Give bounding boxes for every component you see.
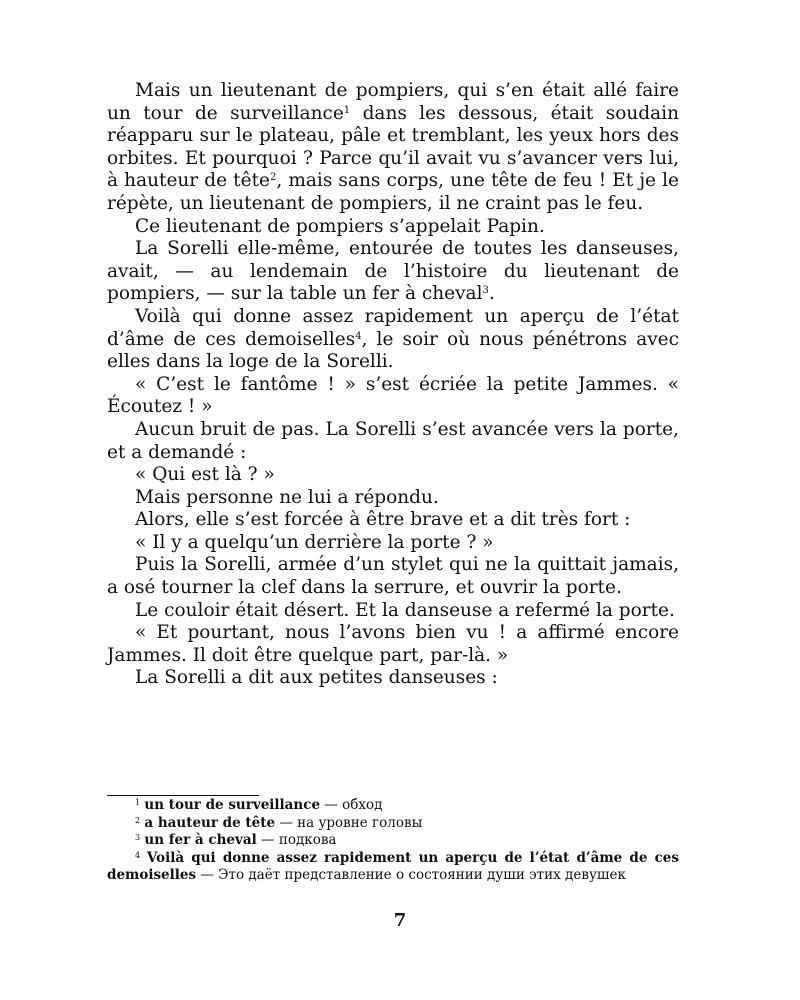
footnote xyxy=(107,815,679,833)
paragraph: « Il y a quelqu’un derrière la porte ? » xyxy=(135,531,494,553)
footnote-term: a hauteur de tête xyxy=(144,814,276,831)
footnote-term: un tour de surveillance xyxy=(144,797,321,813)
footnote xyxy=(107,850,679,885)
paragraph: « Et pourtant, nous l’avons bien vu ! a affirmé encore Jammes. Il doit être quelque part, par-là. » xyxy=(107,622,679,666)
paragraph: Voilà qui donne assez rapidement un aperçu de l’état d’âme de ces demoiselles$^4$, le soir où nous pénétrons avec elles dans la loge de la Sorelli. xyxy=(107,305,679,373)
footnote-ref: 3 xyxy=(482,285,489,297)
page-number: 7 xyxy=(393,910,407,931)
footnote-translation: — подкова xyxy=(256,832,337,849)
paragraph: « C’est le fantôme ! » s’est écriée la petite Jammes. « Écoutez ! » xyxy=(107,373,679,418)
footnote-ref: 2 xyxy=(269,172,277,184)
footnote-translation: — Это даёт представление о состоянии души этих девушек xyxy=(196,867,626,884)
footnote-number: 3 xyxy=(135,833,141,843)
footnote-ref: 4 xyxy=(355,330,362,342)
paragraph: Alors, elle s’est forcée à être brave et a dit très fort : xyxy=(135,509,631,531)
paragraph: Aucun bruit de pas. La Sorelli s’est avancée vers la porte, et a demandé : xyxy=(107,418,679,463)
footnote xyxy=(107,797,679,815)
main-text xyxy=(107,80,679,690)
footnote-number: 1 xyxy=(135,798,141,807)
footnote-translation: — обход xyxy=(320,797,383,813)
paragraph: « Qui est là ? » xyxy=(135,464,275,486)
paragraph: Puis la Sorelli, armée d’un stylet qui ne la quittait jamais, a osé tourner la clef dans la serrure, et ouvrir la porte. xyxy=(107,554,679,599)
paragraph: Ce lieutenant de pompiers s’appelait Papin. xyxy=(135,215,545,237)
paragraph: Mais un lieutenant de pompiers, qui s’en était allé faire un tour de surveillance$^1$ dans les dessous, était soudain réapparu sur le plateau, pâle et tremblant, les yeux hors des orbites. Et pourquoi ? Parce qu’il avait vu s’avancer vers lui, à hauteur de tête$^2$, mais sans corps, une tête de feu ! Et je le répète, un lieutenant de pompiers, il ne craint pas le feu. xyxy=(107,80,680,214)
footnote xyxy=(107,832,679,850)
footnote-ref: 1 xyxy=(343,104,351,116)
paragraph: Mais personne ne lui a répondu. xyxy=(135,486,439,508)
footnote-translation: — на уровне головы xyxy=(275,814,423,831)
footnote-term: Voilà qui donne assez rapidement un aperçu de l’état d’âme de ces demoiselles xyxy=(107,849,679,884)
paragraph: La Sorelli a dit aux petites danseuses : xyxy=(135,667,498,689)
footnote-divider xyxy=(107,795,259,796)
paragraph: Le couloir était désert. Et la danseuse a refermé la porte. xyxy=(135,599,675,621)
footnotes xyxy=(107,797,679,885)
footnote-number: 2 xyxy=(135,815,141,825)
footnote-term: un fer à cheval xyxy=(144,832,257,849)
paragraph: La Sorelli elle-même, entourée de toutes les danseuses, avait, — au lendemain de l’histoire du lieutenant de pompiers, — sur la table un fer à cheval$^3$. xyxy=(107,238,679,305)
footnote-number: 4 xyxy=(135,850,141,860)
